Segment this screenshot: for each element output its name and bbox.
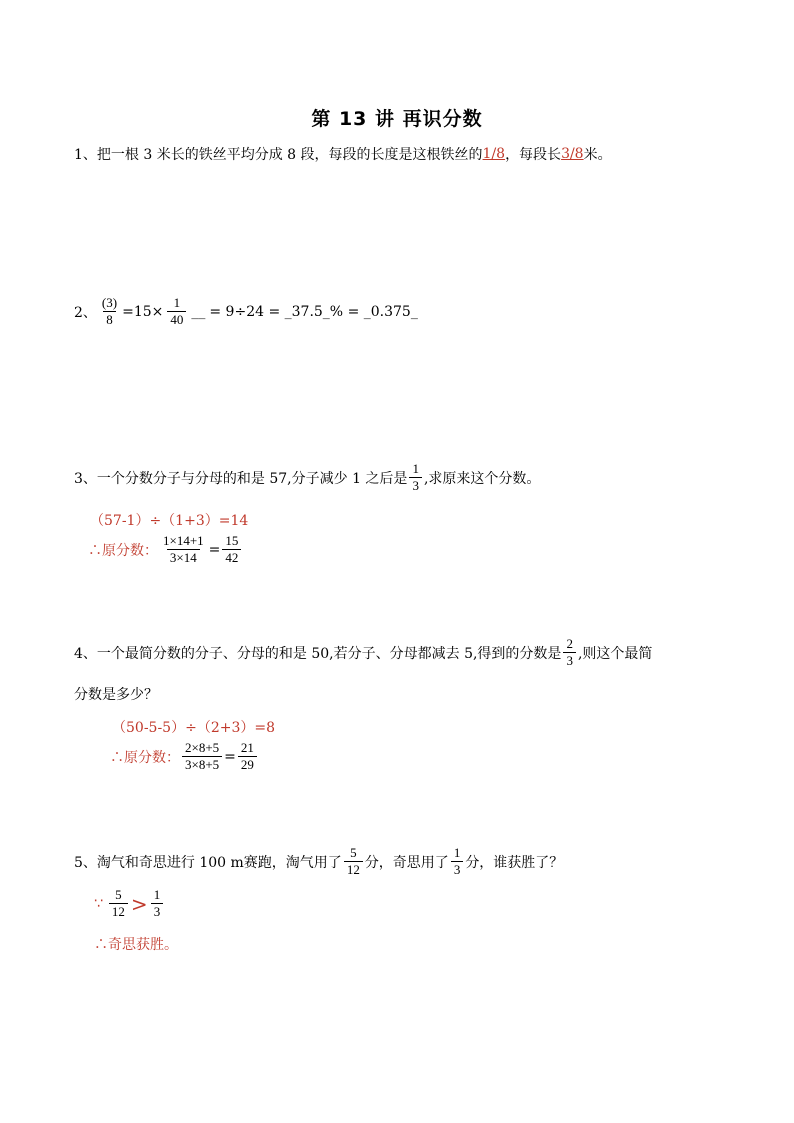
q4-equals: = bbox=[224, 748, 236, 765]
q4-solution bbox=[110, 741, 259, 773]
q2-fraction-2-numerator: 1 bbox=[173, 295, 181, 310]
q5-fraction-qisi-denominator: 3 bbox=[451, 861, 464, 877]
q2-blank: __ bbox=[191, 303, 206, 320]
q2-prefix: 2、 bbox=[74, 304, 97, 321]
q3-solution bbox=[88, 534, 243, 566]
q2-fraction-2 bbox=[167, 296, 186, 328]
q4-result-numerator: 21 bbox=[240, 740, 254, 755]
page-title: 第 13 讲 再识分数 bbox=[311, 108, 483, 130]
q2-rest: = 9÷24 = _37.5_% = _0.375_ bbox=[209, 303, 418, 320]
q5-fraction-qisi-numerator: 1 bbox=[453, 845, 461, 860]
q5-compare-2-denominator: 3 bbox=[151, 903, 164, 919]
q3-fraction bbox=[409, 462, 422, 494]
question-1 bbox=[74, 144, 612, 164]
q5-fraction-taoqi-numerator: 5 bbox=[350, 845, 357, 860]
q4-result-fraction bbox=[238, 741, 257, 773]
q4-calc-fraction bbox=[182, 741, 222, 773]
q4-fraction bbox=[563, 637, 576, 669]
question-4 bbox=[74, 637, 652, 669]
q5-compare-fraction-2 bbox=[151, 888, 164, 920]
q3-result-fraction bbox=[222, 534, 241, 566]
q1-text-end: 米。 bbox=[583, 147, 612, 163]
q5-text-end: 分，谁获胜了？ bbox=[465, 854, 564, 871]
q3-fraction-numerator: 1 bbox=[412, 461, 419, 476]
q2-fraction-1-denominator: 8 bbox=[103, 311, 116, 327]
q5-fraction-qisi bbox=[451, 846, 464, 878]
q4-calc-numerator: 2×8+5 bbox=[185, 740, 220, 755]
q3-calc-denominator: 3×14 bbox=[167, 549, 200, 565]
q3-text: 3、一个分数分子与分母的和是 57,分子减少 1 之后是 bbox=[74, 470, 408, 487]
q5-text: 5、淘气和奇思进行 100 m赛跑，淘气用了 bbox=[74, 854, 342, 871]
q5-because: ∵ bbox=[94, 895, 103, 912]
q4-therefore: ∴原分数： bbox=[110, 749, 180, 766]
q5-fraction-taoqi-denominator: 12 bbox=[344, 861, 363, 877]
q5-text-middle: 分，奇思用了 bbox=[364, 854, 449, 871]
q5-solution bbox=[94, 888, 165, 920]
q1-answer-length: 3/8 bbox=[561, 146, 584, 162]
q3-text-end: ,求原来这个分数。 bbox=[423, 470, 541, 487]
q4-text-middle: ,则这个最简 bbox=[577, 645, 653, 662]
q4-calc-denominator: 3×8+5 bbox=[182, 756, 222, 772]
q4-text-line-2: 分数是多少？ bbox=[74, 687, 158, 703]
q5-compare-1-numerator: 5 bbox=[115, 887, 122, 902]
q2-fraction-2-denominator: 40 bbox=[167, 311, 186, 327]
q2-fraction-1 bbox=[99, 296, 120, 328]
q3-equals: = bbox=[208, 541, 221, 558]
question-2 bbox=[74, 296, 418, 328]
q5-greater-than: > bbox=[130, 891, 148, 916]
q3-calc-fraction bbox=[160, 534, 207, 566]
q3-therefore: ∴原分数： bbox=[88, 542, 158, 559]
q5-compare-2-numerator: 1 bbox=[153, 887, 161, 902]
q3-result-denominator: 42 bbox=[222, 549, 241, 565]
q4-fraction-denominator: 3 bbox=[563, 652, 576, 668]
question-3 bbox=[74, 462, 540, 494]
q2-equals-1: =15× bbox=[122, 303, 164, 320]
q3-step-1: （57-1）÷（1+3）=14 bbox=[90, 513, 249, 529]
q1-answer-fraction: 1/8 bbox=[482, 146, 506, 162]
q5-conclusion: ∴奇思获胜。 bbox=[94, 937, 178, 953]
q3-result-numerator: 15 bbox=[225, 533, 239, 548]
q4-fraction-numerator: 2 bbox=[566, 636, 573, 651]
q5-compare-fraction-1 bbox=[109, 888, 128, 920]
q1-text: 1、把一根 3 米长的铁丝平均分成 8 段，每段的长度是这根铁丝的 bbox=[74, 147, 483, 163]
q3-calc-numerator: 1×14+1 bbox=[163, 533, 204, 548]
q3-fraction-denominator: 3 bbox=[409, 477, 422, 493]
q5-fraction-taoqi bbox=[344, 846, 363, 878]
q4-step-1: （50-5-5）÷（2+3）=8 bbox=[112, 720, 276, 736]
q2-fraction-1-numerator: (3) bbox=[101, 295, 118, 310]
q4-result-denominator: 29 bbox=[238, 756, 257, 772]
q5-compare-1-denominator: 12 bbox=[109, 903, 128, 919]
q4-text: 4、一个最简分数的分子、分母的和是 50,若分子、分母都减去 5,得到的分数是 bbox=[74, 645, 562, 662]
q1-text-middle: ，每段长 bbox=[505, 147, 562, 163]
question-5 bbox=[74, 846, 563, 878]
